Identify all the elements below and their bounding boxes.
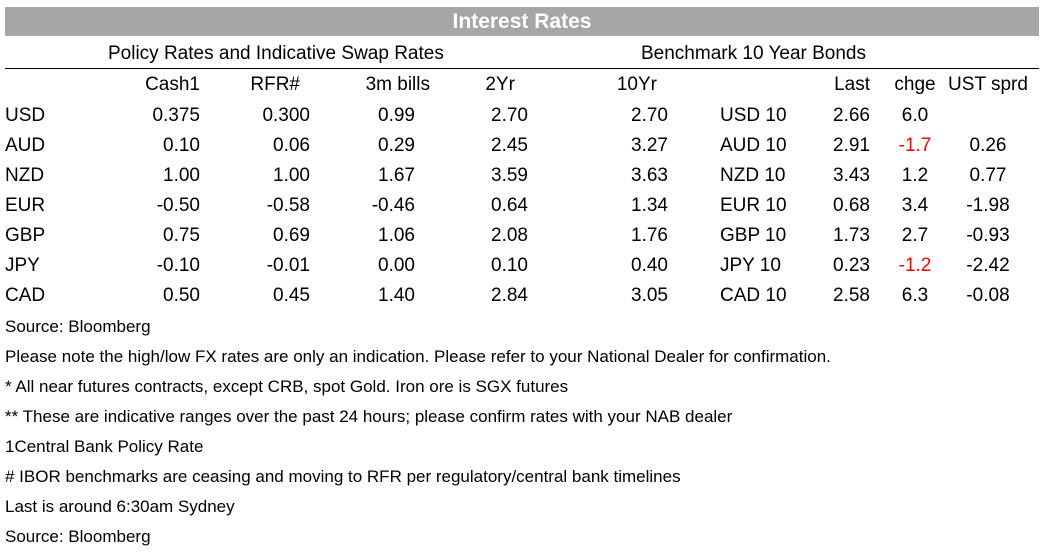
cell-ust-sprd: -1.98	[966, 195, 1010, 216]
cell-chge: 6.3	[901, 285, 929, 306]
cell-ust-sprd: -0.08	[966, 285, 1010, 306]
footnote: Source: Bloomberg	[5, 317, 151, 336]
section-policy-rates: Policy Rates and Indicative Swap Rates	[108, 43, 444, 64]
cell-chge: 3.4	[901, 195, 929, 216]
cell-last: 2.58	[833, 285, 870, 306]
cell-cash: 0.50	[163, 285, 200, 306]
cell-bond-name: AUD 10	[720, 135, 787, 156]
cell-last: 3.43	[833, 165, 870, 186]
cell-rfr: 0.300	[262, 105, 310, 126]
cell-rfr: 0.69	[273, 225, 310, 246]
cell-rfr: -0.01	[266, 255, 310, 276]
cell-ust-sprd: 0.26	[969, 135, 1007, 156]
cell-chge: -1.7	[898, 135, 932, 156]
cell-2yr: 2.45	[491, 135, 528, 156]
cell-3m-bills: 0.00	[378, 255, 415, 276]
col-header-last: Last	[834, 74, 870, 95]
cell-3m-bills: -0.46	[371, 195, 415, 216]
col-header-2yr: 2Yr	[485, 74, 515, 95]
cell-rfr: -0.58	[266, 195, 310, 216]
section-benchmark-bonds: Benchmark 10 Year Bonds	[641, 43, 866, 64]
cell-rfr: 0.06	[273, 135, 310, 156]
cell-cash: -0.10	[156, 255, 200, 276]
cell-3m-bills: 1.40	[378, 285, 415, 306]
cell-last: 0.68	[833, 195, 870, 216]
row-currency: USD	[5, 105, 46, 126]
cell-cash: 0.375	[152, 105, 200, 126]
row-currency: EUR	[5, 195, 46, 216]
cell-bond-name: CAD 10	[720, 285, 787, 306]
cell-chge: 6.0	[901, 105, 929, 126]
col-header-rfr: RFR#	[250, 74, 300, 95]
footnote: ** These are indicative ranges over the past 24 hours; please confirm rates with your NAB dealer	[5, 407, 733, 426]
cell-ust-sprd: 0.77	[969, 165, 1007, 186]
cell-10yr: 1.76	[631, 225, 668, 246]
cell-bond-name: JPY 10	[720, 255, 781, 276]
header-divider	[5, 68, 1039, 69]
cell-2yr: 2.70	[491, 105, 528, 126]
cell-last: 0.23	[833, 255, 870, 276]
cell-last: 1.73	[833, 225, 870, 246]
col-header-3m-bills: 3m bills	[365, 74, 430, 95]
cell-cash: 1.00	[163, 165, 200, 186]
cell-2yr: 0.64	[491, 195, 528, 216]
footnote: # IBOR benchmarks are ceasing and moving to RFR per regulatory/central bank timelines	[5, 467, 681, 486]
cell-10yr: 3.63	[631, 165, 668, 186]
cell-10yr: 0.40	[631, 255, 668, 276]
footnote: Please note the high/low FX rates are only an indication. Please refer to your National Dealer for confirmation.	[5, 347, 831, 366]
col-header-ust-sprd: UST sprd	[948, 74, 1028, 95]
cell-3m-bills: 1.67	[378, 165, 415, 186]
cell-chge: 2.7	[901, 225, 929, 246]
row-currency: CAD	[5, 285, 46, 306]
cell-cash: 0.75	[163, 225, 200, 246]
footnote: * All near futures contracts, except CRB, spot Gold. Iron ore is SGX futures	[5, 377, 569, 396]
cell-bond-name: USD 10	[720, 105, 787, 126]
cell-chge: -1.2	[898, 255, 932, 276]
row-currency: GBP	[5, 225, 46, 246]
cell-10yr: 3.27	[631, 135, 668, 156]
cell-ust-sprd: -0.93	[966, 225, 1010, 246]
row-currency: AUD	[5, 135, 46, 156]
col-header-cash: Cash1	[145, 74, 200, 95]
row-currency: NZD	[5, 165, 45, 186]
cell-last: 2.91	[833, 135, 870, 156]
cell-2yr: 2.84	[491, 285, 528, 306]
cell-2yr: 3.59	[491, 165, 528, 186]
cell-ust-sprd: -2.42	[966, 255, 1010, 276]
cell-2yr: 2.08	[491, 225, 528, 246]
cell-bond-name: EUR 10	[720, 195, 787, 216]
cell-cash: -0.50	[156, 195, 200, 216]
row-currency: JPY	[5, 255, 40, 276]
cell-rfr: 1.00	[273, 165, 310, 186]
cell-last: 2.66	[833, 105, 870, 126]
footnote: 1Central Bank Policy Rate	[5, 437, 204, 456]
cell-10yr: 3.05	[631, 285, 668, 306]
cell-bond-name: GBP 10	[720, 225, 787, 246]
cell-2yr: 0.10	[491, 255, 528, 276]
cell-rfr: 0.45	[273, 285, 310, 306]
cell-chge: 1.2	[901, 165, 929, 186]
cell-3m-bills: 1.06	[378, 225, 415, 246]
cell-3m-bills: 0.29	[378, 135, 415, 156]
col-header-10yr: 10Yr	[616, 74, 657, 95]
cell-3m-bills: 0.99	[378, 105, 415, 126]
table-title: Interest Rates	[5, 7, 1039, 36]
cell-cash: 0.10	[163, 135, 200, 156]
footnote: Last is around 6:30am Sydney	[5, 497, 235, 516]
cell-10yr: 2.70	[631, 105, 668, 126]
cell-10yr: 1.34	[631, 195, 668, 216]
col-header-chge: chge	[894, 74, 936, 95]
footnote: Source: Bloomberg	[5, 527, 151, 546]
cell-bond-name: NZD 10	[720, 165, 786, 186]
